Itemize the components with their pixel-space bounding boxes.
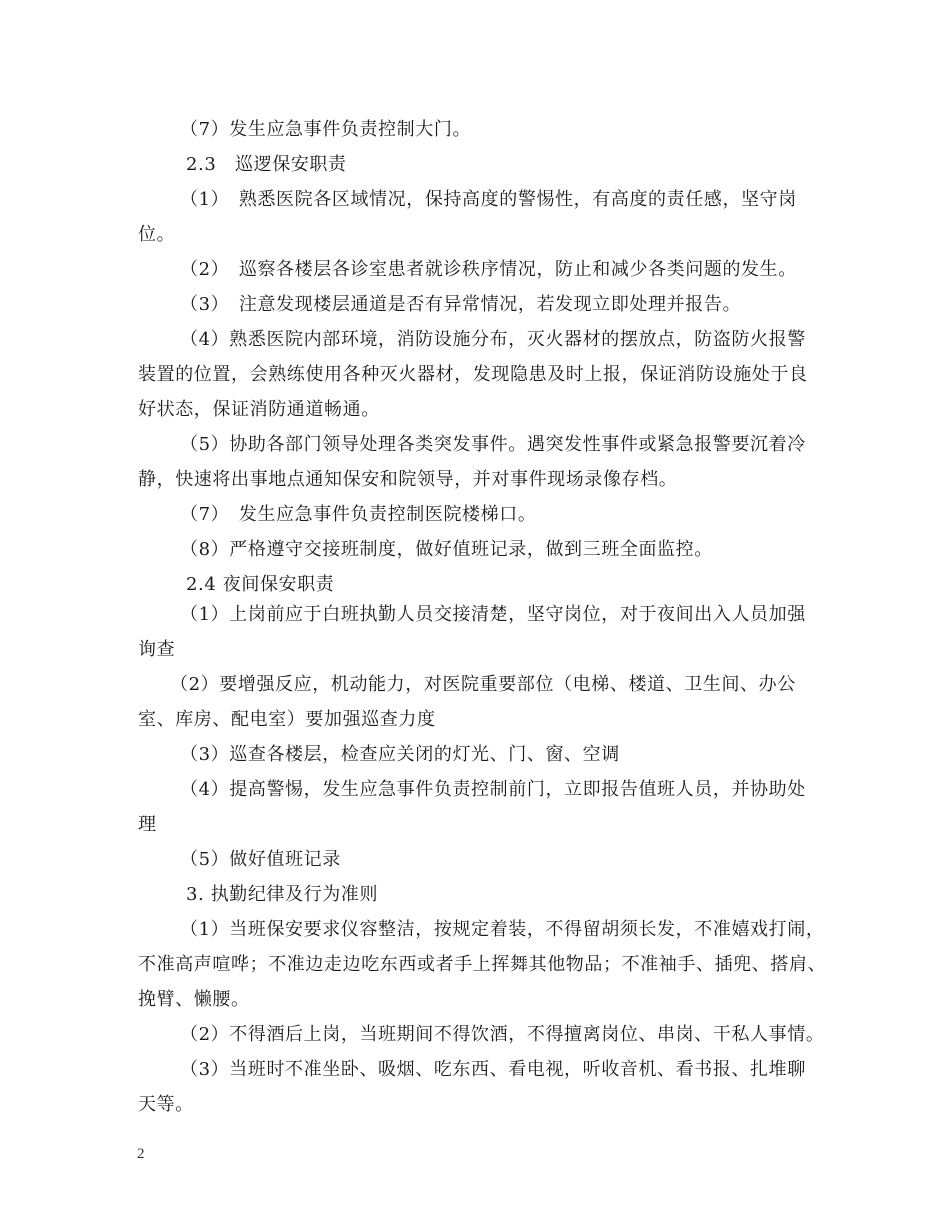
text-line: （3） 注意发现楼层通道是否有异常情况，若发现立即处理并报告。	[180, 294, 742, 315]
text-line: （5）做好值班记录	[180, 849, 341, 870]
text-line: （1）当班保安要求仪容整洁，按规定着装，不得留胡须长发，不准嬉戏打闹，	[180, 919, 825, 940]
text-line: （7） 发生应急事件负责控制医院楼梯口。	[180, 504, 537, 525]
section-heading: 3. 执勤纪律及行为准则	[186, 884, 379, 905]
text-line: （8）严格遵守交接班制度，做好值班记录，做到三班全面监控。	[180, 539, 713, 560]
section-heading: 2.3 巡逻保安职责	[186, 154, 347, 175]
text-line: （3）巡查各楼层，检查应关闭的灯光、门、窗、空调	[180, 744, 620, 765]
text-line: （7）发生应急事件负责控制大门。	[180, 119, 472, 140]
text-line: （4）提高警惕，发生应急事件负责控制前门，立即报告值班人员，并协助处	[180, 779, 806, 800]
section-heading: 2.4 夜间保安职责	[186, 574, 335, 595]
text-line: 不准高声喧哗；不准边走边吃东西或者手上挥舞其他物品；不准袖手、插兜、搭肩、	[138, 954, 827, 975]
text-line: 询查	[138, 639, 176, 660]
text-line: （4）熟悉医院内部环境，消防设施分布，灭火器材的摆放点，防盗防火报警	[180, 329, 806, 350]
text-line: （2） 巡察各楼层各诊室患者就诊秩序情况，防止和减少各类问题的发生。	[180, 259, 797, 280]
page-number: 2	[137, 1146, 145, 1162]
text-line: （5）协助各部门领导处理各类突发事件。遇突发性事件或紧急报警要沉着冷	[180, 434, 806, 455]
text-line: 挽臂、懒腰。	[138, 989, 250, 1010]
text-line: （2）要增强反应，机动能力，对医院重要部位（电梯、楼道、卫生间、办公	[170, 674, 796, 695]
text-line: 理	[138, 814, 157, 835]
text-line: （1）上岗前应于白班执勤人员交接清楚，坚守岗位，对于夜间出入人员加强	[180, 604, 806, 625]
text-line: 静，快速将出事地点通知保安和院领导，并对事件现场录像存档。	[138, 469, 678, 490]
text-line: 位。	[138, 224, 176, 245]
text-line: （3）当班时不准坐卧、吸烟、吃东西、看电视，听收音机、看书报、扎堆聊	[180, 1059, 806, 1080]
text-line: 装置的位置，会熟练使用各种灭火器材，发现隐患及时上报，保证消防设施处于良	[138, 364, 808, 385]
text-line: （1） 熟悉医院各区域情况，保持高度的警惕性，有高度的责任感，坚守岗	[180, 189, 797, 210]
text-line: 天等。	[138, 1094, 194, 1115]
text-line: 室、库房、配电室）要加强巡查力度	[138, 709, 436, 730]
text-line: 好状态，保证消防通道畅通。	[138, 399, 380, 420]
text-line: （2）不得酒后上岗，当班期间不得饮酒，不得擅离岗位、串岗、干私人事情。	[180, 1024, 825, 1045]
